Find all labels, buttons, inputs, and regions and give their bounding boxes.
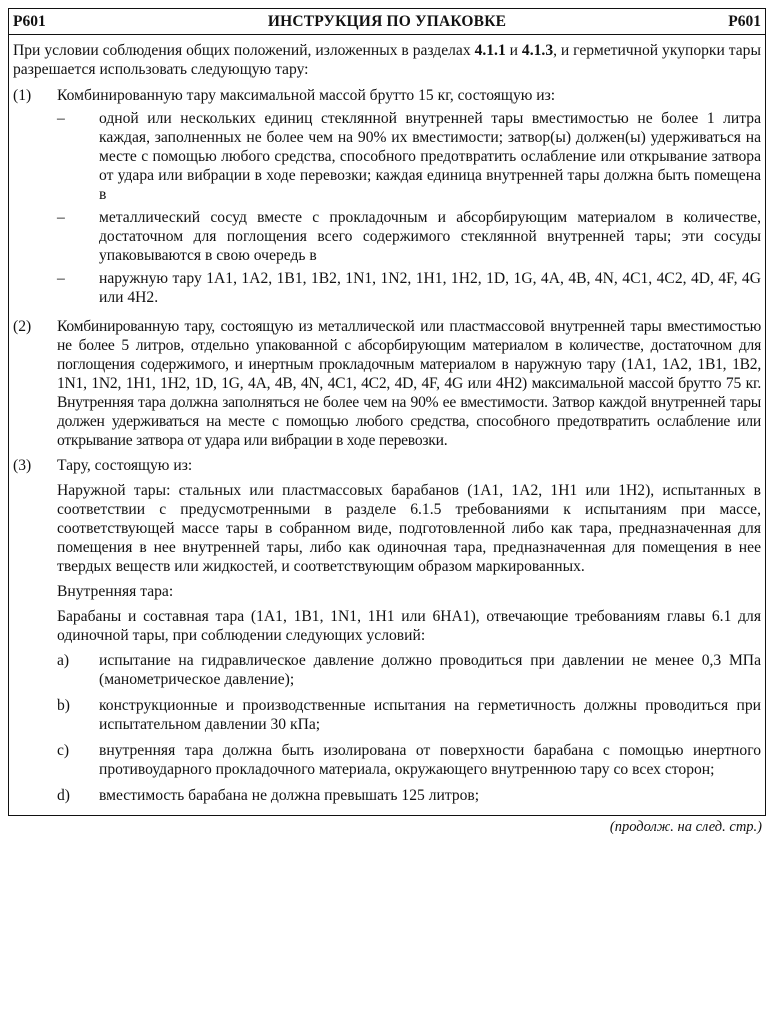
header-code-left: P601 [13,13,46,30]
packaging-item-2 [13,317,761,450]
intro-ref-411: 4.1.1 [474,42,506,59]
condition-text: вместимость барабана не должна превышать 125 литров; [99,787,480,804]
packaging-item-3 [13,456,761,805]
continued-note: (продолж. на след. стр.) [609,819,762,835]
condition-item-b [57,696,761,734]
intro-paragraph [13,41,761,79]
item-lead: Тару, состоящую из: [57,457,193,474]
dash-list [57,109,761,307]
dash-marker: – [57,209,65,226]
inner-packaging-heading: Внутренняя тара: [57,583,174,600]
condition-item-d [57,786,761,805]
condition-text: внутренняя тара должна быть изолирована от поверхности барабана с помощью инертного противоударного прокладочного материала, окружающего внутреннюю тару со всех сторон; [99,742,761,778]
dash-marker: – [57,110,65,127]
packaging-item-1 [13,86,761,311]
dash-item [57,208,761,265]
header-code-right: P601 [728,13,761,30]
condition-item-a [57,651,761,689]
dash-marker: – [57,270,65,287]
condition-letter: c) [57,742,70,759]
header-title: ИНСТРУКЦИЯ ПО УПАКОВКЕ [267,13,507,30]
item-number: (2) [13,318,32,335]
item-number: (1) [13,87,32,104]
instruction-header [9,9,765,35]
outer-packaging-text: Наружной тары: стальных или пластмассовых барабанов (1A1, 1A2, 1H1 или 1H2), испытанных в соответствии с предусмотренными в разделе 6.1.5 требованиями к испытаниям при массе, соответствующей массе тары в собранном виде, подготовленной либо как тара, предназначенная для помещения в нее внутренней тары, либо как одиночная тара, предназначенная для помещения в нее твердых веществ или жидкостей, и соответствующим образом маркированных. [57,482,761,575]
dash-item [57,269,761,307]
instruction-content [9,35,765,815]
dash-text: наружную тару 1A1, 1A2, 1B1, 1B2, 1N1, 1N2, 1H1, 1H2, 1D, 1G, 4A, 4B, 4N, 4C1, 4C2, 4D, 4F, 4G или 4H2. [99,270,761,306]
instruction-box [8,8,766,816]
dash-text: одной или нескольких единиц стеклянной внутренней тары вместимостью не более 1 литра каждая, заполненных не более чем на 90% их вместимости; затвор(ы) должен(ы) удерживаться на месте с помощью любого средства, способного предотвратить ослабление или открывание затвора от удара или вибрации в ходе перевозки; каждая единица внутренней тары должна быть помещена в [99,110,761,203]
intro-text-after: , и герметичной укупорки тары разрешается использовать следующую тару: [13,42,761,78]
page [8,8,766,837]
intro-ref-413: 4.1.3 [521,42,554,59]
condition-item-c [57,741,761,779]
item-body [57,456,761,805]
condition-letter: a) [57,652,70,669]
inner-packaging-text: Барабаны и составная тара (1A1, 1B1, 1N1, 1H1 или 6HA1), отвечающие требованиям главы 6.1 для одиночной тары, при соблюдении следующих условий: [57,608,761,644]
item-text: Комбинированную тару, состоящую из металлической или пластмассовой внутренней тары вместимостью не более 5 литров, отдельно упакованной с абсорбирующим материалом в количестве, достаточном для поглощения содержимого, и инертным прокладочным материалом в наружную тару (1A1, 1A2, 1B1, 1B2, 1N1, 1N2, 1H1, 1H2, 1D, 1G, 4A, 4B, 4N, 4C1, 4C2, 4D, 4F, 4G или 4H2) максимальной массой брутто 75 кг. Внутренняя тара должна заполняться не более чем на 90% ее вместимости. Затвор каждой внутренней тары должен удерживаться на месте с помощью любого средства, способного предотвратить ослабление или открывание затвора от удара или вибрации в ходе перевозки. [57,318,761,449]
item-lead: Комбинированную тару максимальной массой брутто 15 кг, состоящую из: [57,87,556,104]
condition-text: конструкционные и производственные испытания на герметичность должны проводиться при испытательном давлении 30 кПа; [99,697,761,733]
intro-text-before: При условии соблюдения общих положений, изложенных в разделах [13,42,475,59]
item-number: (3) [13,457,32,474]
condition-letter: b) [57,697,70,714]
dash-text: металлический сосуд вместе с прокладочным и абсорбирующим материалом в количестве, достаточном для поглощения всего содержимого стеклянной внутренней тары; эти сосуды упаковываются в свою очередь в [99,209,761,264]
condition-text: испытание на гидравлическое давление должно проводиться при давлении не менее 0,3 МПа (манометрическое давление); [99,652,761,688]
item-body [57,86,761,311]
intro-and: и [505,42,522,59]
condition-letter: d) [57,787,70,804]
item-body [57,317,761,450]
dash-item [57,109,761,204]
